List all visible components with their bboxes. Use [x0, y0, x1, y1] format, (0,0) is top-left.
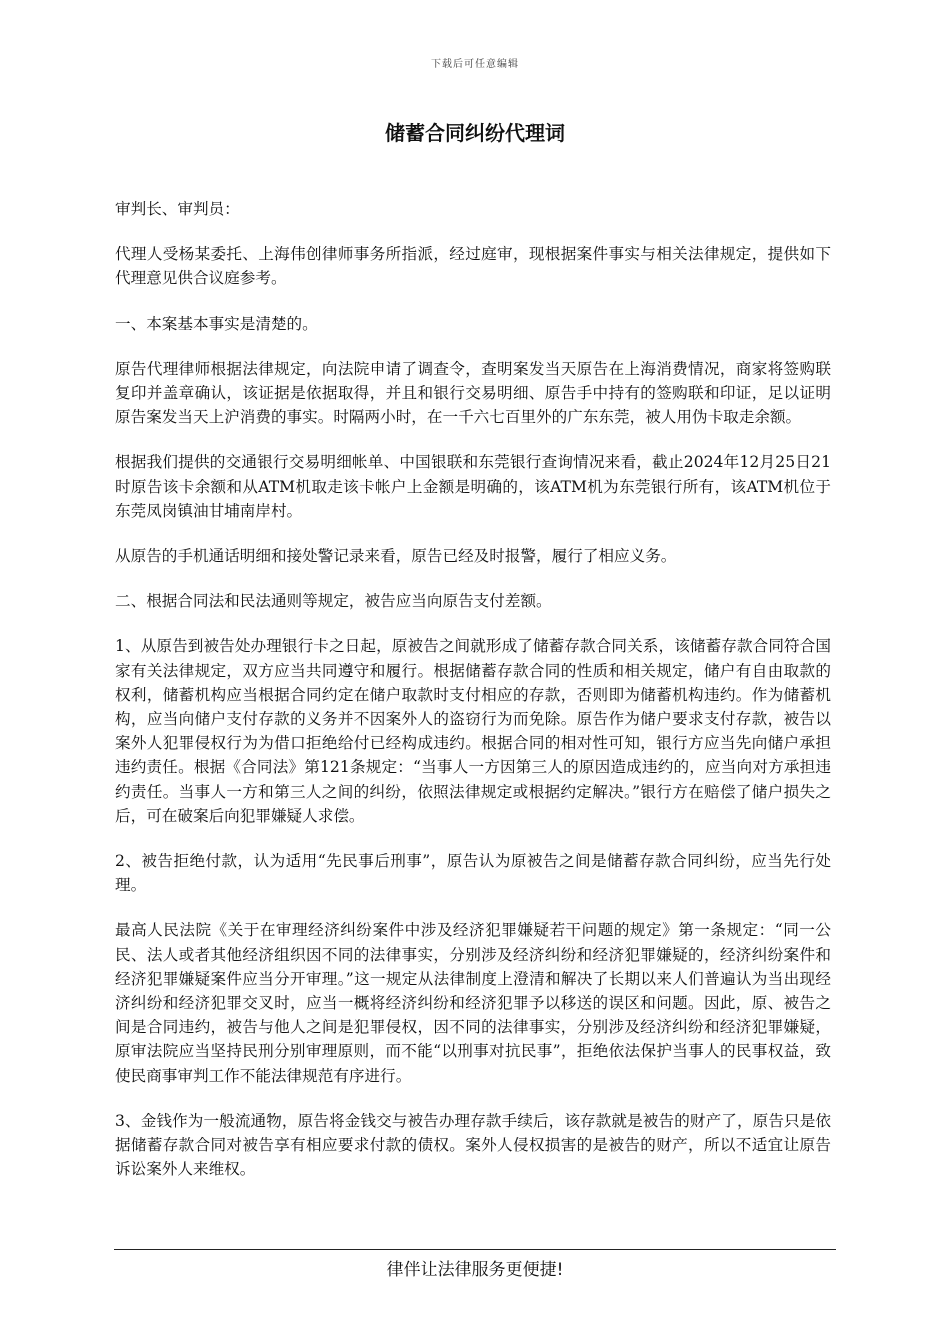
section-heading-one: 一、本案基本事实是清楚的。 [115, 314, 318, 333]
document-title: 储蓄合同纠纷代理词 [385, 121, 565, 145]
intro-paragraph: 代理人受杨某委托、上海伟创律师事务所指派，经过庭审，现根据案件事实与相关法律规定，提供如下代理意见供合议庭参考。 [115, 245, 831, 288]
body-paragraph: 1、从原告到被告处办理银行卡之日起，原被告之间就形成了储蓄存款合同关系，该储蓄存款合同符合国家有关法律规定，双方应当共同遵守和履行。根据储蓄存款合同的性质和相关规定，储户有自由取款的权利，储蓄机构应当根据合同约定在储户取款时支付相应的存款，否则即为储蓄机构违约。作为储蓄机构，应当向储户支付存款的义务并不因案外人的盗窃行为而免除。原告作为储户要求支付存款，被告以案外人犯罪侵权行为为借口拒绝给付已经构成违约。根据合同的相对性可知，银行方应当先向储户承担违约责任。根据《合同法》第121条规定：“当事人一方因第三人的原因造成违约的，应当向对方承担违约责任。当事人一方和第三人之间的纠纷，依照法律规定或根据约定解决。”银行方在赔偿了储户损失之后，可在破案后向犯罪嫌疑人求偿。 [115, 637, 831, 825]
document-body [115, 197, 831, 1203]
header-note: 下载后可任意编辑 [431, 59, 519, 70]
body-paragraph: 3、金钱作为一般流通物，原告将金钱交与被告办理存款手续后，该存款就是被告的财产了，原告只是依据储蓄存款合同对被告享有相应要求付款的债权。案外人侵权损害的是被告的财产，所以不适宜让原告诉讼案外人来维权。 [115, 1111, 831, 1179]
footer-slogan: 律伴让法律服务更便捷! [386, 1260, 564, 1280]
body-paragraph: 原告代理律师根据法律规定，向法院申请了调查令，查明案发当天原告在上海消费情况，商家将签购联复印并盖章确认，该证据是依据取得，并且和银行交易明细、原告手中持有的签购联和印证，足以证明原告案发当天上沪消费的事实。时隔两小时，在一千六七百里外的广东东莞，被人用伪卡取走余额。 [115, 359, 831, 427]
footer-divider [114, 1249, 836, 1250]
body-paragraph: 2、被告拒绝付款，认为适用“先民事后刑事”，原告认为原被告之间是储蓄存款合同纠纷，应当先行处理。 [115, 852, 831, 895]
section-heading-two: 二、根据合同法和民法通则等规定，被告应当向原告支付差额。 [115, 592, 552, 611]
body-paragraph: 最高人民法院《关于在审理经济纠纷案件中涉及经济犯罪嫌疑若干问题的规定》第一条规定：“同一公民、法人或者其他经济组织因不同的法律事实，分别涉及经济纠纷和经济犯罪嫌疑的，经济纠纷案件和经济犯罪嫌疑案件应当分开审理。”这一规定从法律制度上澄清和解决了长期以来人们普遍认为当出现经济纠纷和经济犯罪交叉时，应当一概将经济纠纷和经济犯罪予以移送的误区和问题。因此，原、被告之间是合同违约，被告与他人之间是犯罪侵权，因不同的法律事实，分别涉及经济纠纷和经济犯罪嫌疑，原审法院应当坚持民刑分别审理原则，而不能“以刑事对抗民事”，拒绝依法保护当事人的民事权益，致使民商事审判工作不能法律规范有序进行。 [115, 921, 831, 1085]
salutation: 审判长、审判员： [115, 200, 240, 218]
body-paragraph: 根据我们提供的交通银行交易明细帐单、中国银联和东莞银行查询情况来看，截止2024年12月25日21时原告该卡余额和从ATM机取走该卡帐户上金额是明确的，该ATM机为东莞银行所有，该ATM机位于东莞凤岗镇油甘埔南岸村。 [115, 453, 831, 520]
body-paragraph: 从原告的手机通话明细和接处警记录来看，原告已经及时报警，履行了相应义务。 [115, 547, 677, 566]
